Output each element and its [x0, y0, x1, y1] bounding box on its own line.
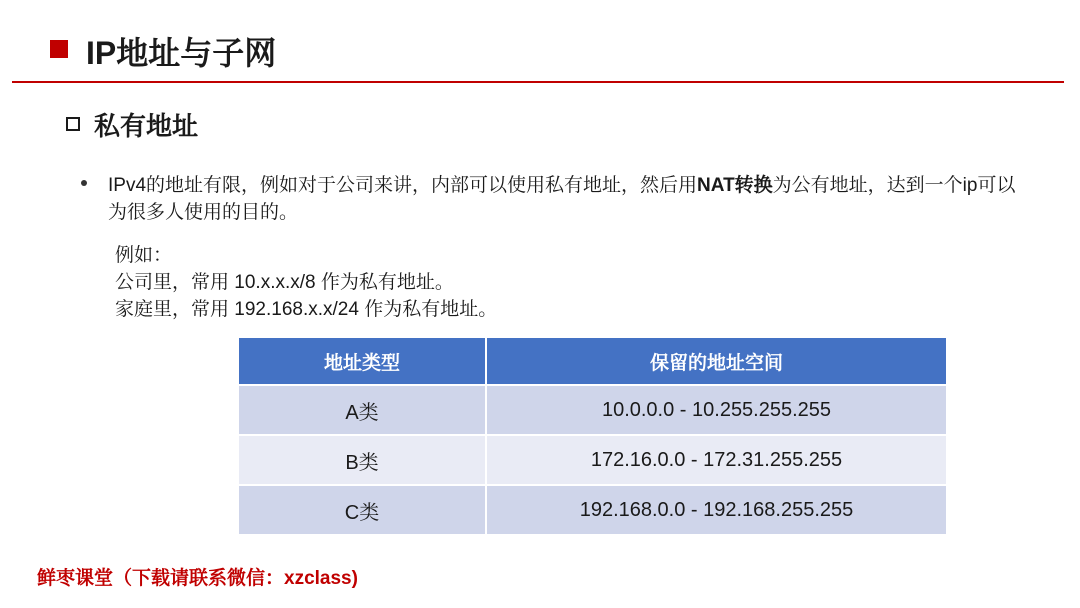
bullet-dot-icon — [81, 180, 87, 186]
header-address-type: 地址类型 — [239, 338, 486, 385]
table-row — [239, 385, 946, 435]
title-bar — [0, 0, 1080, 84]
table-header-row — [239, 338, 946, 385]
table-cell-range: 172.16.0.0 - 172.31.255.255 — [486, 435, 946, 485]
hollow-square-bullet-icon — [66, 117, 80, 131]
table-row — [239, 485, 946, 535]
bullet-paragraph — [108, 172, 1018, 226]
header-reserved-space: 保留的地址空间 — [486, 338, 946, 385]
example-line-company: 公司里，常用 10.x.x.x/8 作为私有地址。 — [115, 272, 454, 293]
example-line-home: 家庭里，常用 192.168.x.x/24 作为私有地址。 — [115, 299, 498, 320]
footer-watermark: 鲜枣课堂（下载请联系微信：xzclass) — [37, 568, 358, 589]
table-cell-range: 10.0.0.0 - 10.255.255.255 — [486, 385, 946, 435]
table-cell-class: A类 — [239, 385, 486, 435]
example-line-label: 例如： — [115, 245, 173, 266]
example-block — [115, 242, 497, 323]
bullet-text-bold: NAT转换 — [697, 175, 773, 196]
private-address-table — [239, 338, 946, 536]
section-title: 私有地址 — [94, 111, 199, 141]
title-divider — [12, 81, 1064, 83]
table-cell-range: 192.168.0.0 - 192.168.255.255 — [486, 485, 946, 535]
title-square-icon — [50, 40, 68, 58]
table-cell-class: B类 — [239, 435, 486, 485]
table-cell-class: C类 — [239, 485, 486, 535]
table-row — [239, 435, 946, 485]
page-title: IP地址与子网 — [86, 35, 277, 71]
bullet-text-before: IPv4的地址有限，例如对于公司来讲，内部可以使用私有地址，然后用 — [108, 175, 698, 196]
bullet-text-after: 为公有地址，达到一个ip可以为很多人使用的目的。 — [108, 175, 1016, 223]
